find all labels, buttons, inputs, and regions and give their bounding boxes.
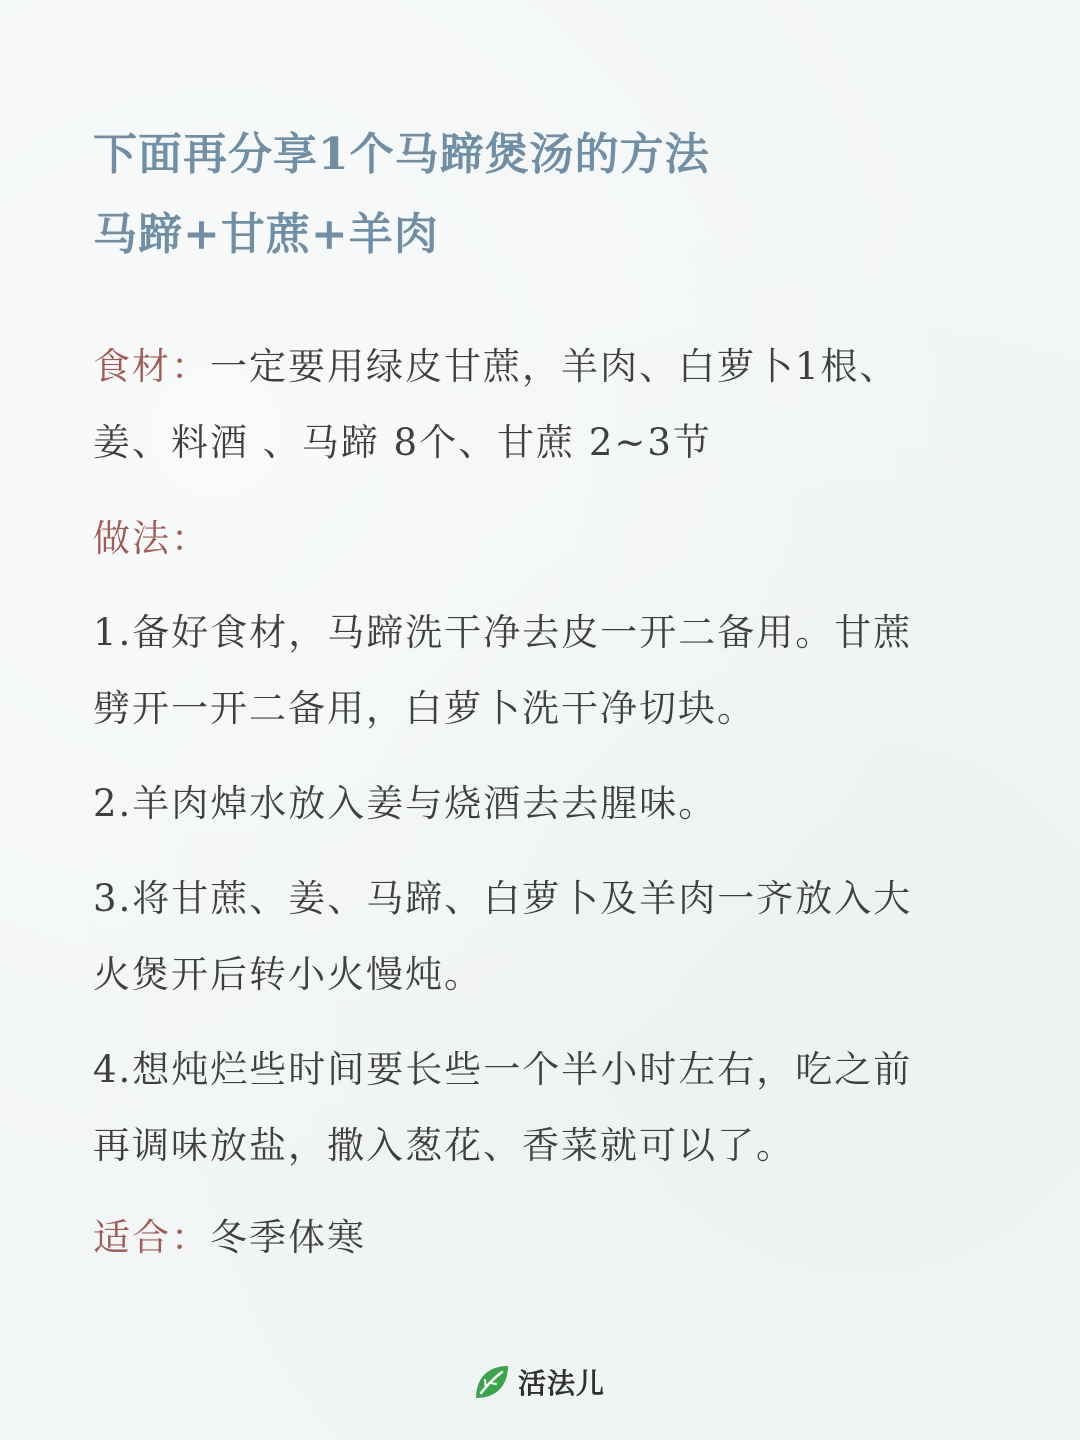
step-2: 2.羊肉焯水放入姜与烧酒去去腥味。 (93, 782, 718, 825)
step-4-line-1: 4.想炖烂些时间要长些一个半小时左右，吃之前 (93, 1048, 913, 1091)
step-3-line-1: 3.将甘蔗、姜、马蹄、白萝卜及羊肉一齐放入大 (93, 877, 913, 920)
ingredients-text-1: 一定要用绿皮甘蔗，羊肉、白萝卜1根、 (210, 345, 899, 388)
step-4-line-2: 再调味放盐，撒入葱花、香菜就可以了。 (93, 1124, 795, 1167)
brand-logo (472, 1362, 605, 1402)
brand-name: 活法儿 (518, 1367, 606, 1400)
step-3-line-2: 火煲开后转小火慢炖。 (93, 953, 483, 996)
suitable-line (93, 1207, 366, 1261)
leaf-icon (472, 1362, 512, 1402)
step-1-line-1: 1.备好食材，马蹄洗干净去皮一开二备用。甘蔗 (93, 611, 913, 654)
suitable-value: 冬季体寒 (210, 1216, 366, 1259)
ingredients-line-2: 姜、料酒 、马蹄 8个、甘蔗 2~3节 (93, 421, 712, 464)
ingredients-line-1 (93, 336, 899, 390)
title-line-1: 下面再分享1个马蹄煲汤的方法 (93, 129, 710, 180)
suitable-label: 适合： (93, 1216, 210, 1259)
method-label: 做法： (93, 517, 210, 560)
ingredients-label: 食材： (93, 345, 210, 388)
title-line-2: 马蹄+甘蔗+羊肉 (93, 209, 439, 260)
method-heading (93, 508, 210, 562)
step-1-line-2: 劈开一开二备用，白萝卜洗干净切块。 (93, 687, 756, 730)
